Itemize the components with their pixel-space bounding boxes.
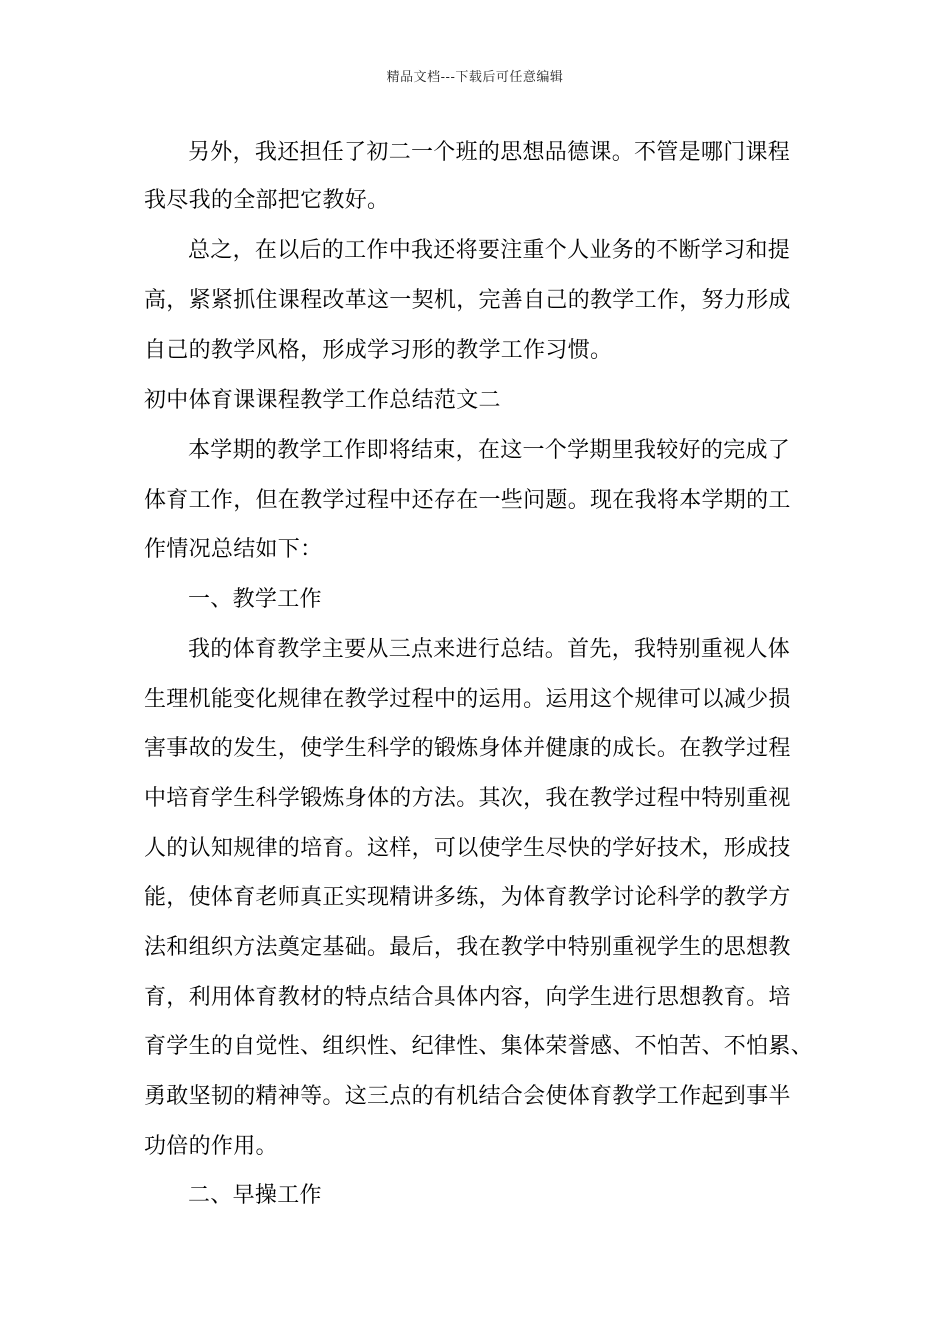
text-line-19: 育学生的自觉性、组织性、纪律性、集体荣誉感、不怕苦、不怕累、	[144, 1034, 814, 1059]
text-line-9: 作情况总结如下：	[144, 537, 323, 562]
text-line-14: 中培育学生科学锻炼身体的方法。其次，我在教学过程中特别重视	[144, 786, 791, 811]
text-line-11: 我的体育教学主要从三点来进行总结。首先，我特别重视人体	[188, 637, 791, 662]
subheading-teaching-work: 一、教学工作	[188, 587, 322, 612]
page-header: 精品文档---下载后可任意编辑	[386, 70, 564, 85]
text-line-7: 本学期的教学工作即将结束，在这一个学期里我较好的完成了	[188, 438, 791, 463]
text-line-2: 我尽我的全部把它教好。	[144, 188, 390, 213]
text-line-12: 生理机能变化规律在教学过程中的运用。运用这个规律可以减少损	[144, 687, 791, 712]
text-line-17: 法和组织方法奠定基础。最后，我在教学中特别重视学生的思想教	[144, 935, 791, 960]
text-line-16: 能，使体育老师真正实现精讲多练，为体育教学讨论科学的教学方	[144, 885, 791, 910]
text-line-5: 自己的教学风格，形成学习形的教学工作习惯。	[144, 338, 613, 363]
text-line-1: 另外，我还担任了初二一个班的思想品德课。不管是哪门课程	[188, 140, 791, 165]
text-line-13: 害事故的发生，使学生科学的锻炼身体并健康的成长。在教学过程	[144, 736, 791, 761]
subheading-morning-exercise: 二、早操工作	[188, 1183, 322, 1208]
text-line-8: 体育工作，但在教学过程中还存在一些问题。现在我将本学期的工	[144, 488, 791, 513]
text-line-15: 人的认知规律的培育。这样，可以使学生尽快的学好技术，形成技	[144, 836, 791, 861]
text-line-21: 功倍的作用。	[144, 1134, 278, 1159]
text-line-18: 育，利用体育教材的特点结合具体内容，向学生进行思想教育。培	[144, 985, 791, 1010]
text-line-3: 总之，在以后的工作中我还将要注重个人业务的不断学习和提	[188, 238, 791, 263]
text-line-20: 勇敢坚韧的精神等。这三点的有机结合会使体育教学工作起到事半	[144, 1084, 791, 1109]
section-title: 初中体育课课程教学工作总结范文二	[144, 388, 501, 413]
text-line-4: 高，紧紧抓住课程改革这一契机，完善自己的教学工作，努力形成	[144, 288, 791, 313]
